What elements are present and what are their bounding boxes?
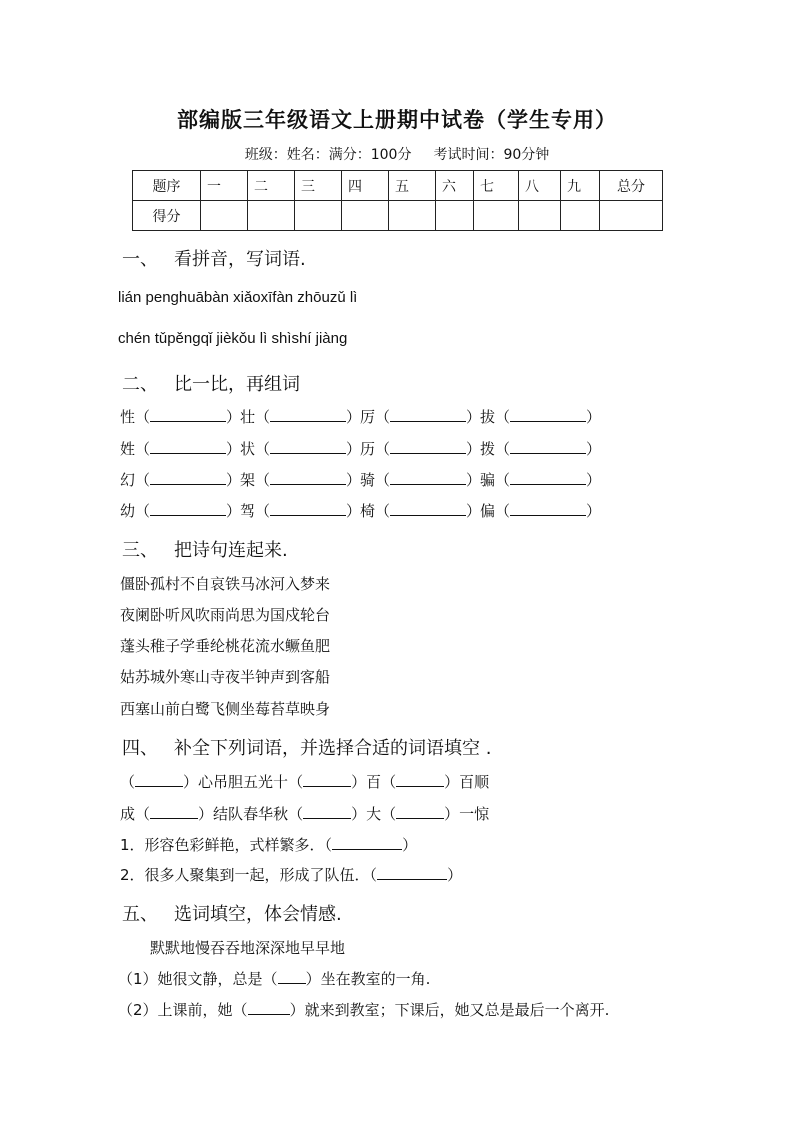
compare-item: 性（ ）: [120, 408, 242, 426]
poem-line: 姑苏城外寒山寺夜半钟声到客船: [120, 668, 331, 686]
class-name-score-label: 班级：姓名：满分：100分: [244, 147, 412, 163]
score-table-header-row: [133, 171, 663, 201]
idiom-row-2: 成（ ）结队春华秋（ ）大（ ）一惊: [120, 805, 490, 823]
idiom-text: 成: [120, 805, 136, 823]
word-blank[interactable]: [270, 501, 346, 516]
compare-character: 幻: [120, 471, 136, 489]
compare-item: 幼（ ）: [120, 502, 242, 520]
compare-item: 骗（ ）: [480, 471, 602, 489]
fill-question-2: 2．很多人聚集到一起，形成了队伍．（ ）: [120, 866, 463, 884]
section-title: 比一比，再组词: [174, 374, 300, 395]
word-blank[interactable]: [150, 407, 226, 422]
idiom-blank[interactable]: [303, 804, 351, 819]
compare-item: 姓（ ）: [120, 440, 242, 458]
compare-item: 椅（ ）: [360, 502, 482, 520]
word-blank[interactable]: [150, 470, 226, 485]
compare-character: 架: [240, 471, 256, 489]
section-title: 把诗句连起来.: [174, 540, 288, 561]
idiom-row-1: （ ）心吊胆五光十（ ）百（ ）百顺: [120, 773, 490, 791]
idiom-text: 大: [366, 805, 382, 823]
word-blank[interactable]: [390, 470, 466, 485]
header-cell: 七: [474, 171, 519, 201]
idiom-blank[interactable]: [396, 772, 444, 787]
choice-question-2: （2）上课前，她（ ）就来到教室；下课后，她又总是最后一个离开.: [118, 1001, 610, 1019]
word-blank[interactable]: [510, 407, 586, 422]
header-cell: 四: [342, 171, 389, 201]
compare-item: 历（ ）: [360, 440, 482, 458]
answer-blank[interactable]: [278, 969, 306, 984]
idiom-blank[interactable]: [303, 772, 351, 787]
exam-time-label: 考试时间：90分钟: [433, 147, 550, 163]
pinyin-line: chén tǔpěngqǐ jièkǒu lì shìshí jiàng: [118, 330, 348, 347]
compare-item: 厉（ ）: [360, 408, 482, 426]
poem-line: 僵卧孤村不自哀铁马冰河入梦来: [120, 575, 331, 593]
compare-item: 驾（ ）: [240, 502, 362, 520]
score-cell[interactable]: [389, 201, 436, 231]
score-cell[interactable]: [474, 201, 519, 231]
idiom-text: 春华秋: [243, 805, 289, 823]
idiom-text: 百: [366, 773, 382, 791]
section-2-heading: [122, 370, 300, 396]
score-cell[interactable]: [561, 201, 600, 231]
score-cell[interactable]: [519, 201, 561, 231]
compare-character: 驾: [240, 502, 256, 520]
idiom-blank[interactable]: [135, 772, 183, 787]
header-cell: 五: [389, 171, 436, 201]
page-title: 部编版三年级语文上册期中试卷（学生专用）: [177, 108, 617, 132]
word-blank[interactable]: [510, 501, 586, 516]
section-number: 四、: [122, 738, 158, 759]
answer-blank[interactable]: [377, 865, 447, 880]
idiom-text: 五光十: [243, 773, 289, 791]
section-title: 看拼音，写词语.: [174, 249, 306, 270]
word-blank[interactable]: [390, 407, 466, 422]
compare-character: 偏: [480, 502, 496, 520]
question-text: 就来到教室；下课后，她又总是最后一个离开.: [304, 1001, 610, 1019]
compare-character: 拨: [480, 440, 496, 458]
idiom-text: 心吊胆: [198, 773, 244, 791]
header-cell: 一: [201, 171, 248, 201]
section-title: 补全下列词语，并选择合适的词语填空 .: [174, 738, 492, 759]
compare-character: 历: [360, 440, 376, 458]
choice-question-1: （1）她很文静，总是（ ）坐在教室的一角.: [118, 970, 431, 988]
header-cell: 八: [519, 171, 561, 201]
header-cell: 总分: [600, 171, 663, 201]
compare-character: 姓: [120, 440, 136, 458]
header-cell: 二: [248, 171, 295, 201]
idiom-blank[interactable]: [396, 804, 444, 819]
compare-item: 幻（ ）: [120, 471, 242, 489]
section-number: 一、: [122, 249, 158, 270]
question-text: （1）她很文静，总是: [118, 970, 263, 988]
word-blank[interactable]: [270, 470, 346, 485]
score-cell[interactable]: [248, 201, 295, 231]
idiom-text: 一惊: [459, 805, 490, 823]
score-cell[interactable]: [201, 201, 248, 231]
compare-character: 椅: [360, 502, 376, 520]
idiom-text: 结队: [213, 805, 244, 823]
compare-character: 骑: [360, 471, 376, 489]
header-cell: 六: [436, 171, 474, 201]
word-blank[interactable]: [510, 439, 586, 454]
answer-blank[interactable]: [332, 835, 402, 850]
poem-line: 夜阑卧听风吹雨尚思为国戍轮台: [120, 606, 331, 624]
fill-question-1: 1．形容色彩鲜艳，式样繁多．（ ）: [120, 836, 418, 854]
question-text: （2）上课前，她: [118, 1001, 233, 1019]
section-number: 五、: [122, 904, 158, 925]
compare-item: 拔（ ）: [480, 408, 602, 426]
word-blank[interactable]: [390, 501, 466, 516]
question-text: 坐在教室的一角.: [320, 970, 431, 988]
score-table: [132, 170, 663, 231]
word-blank[interactable]: [270, 407, 346, 422]
idiom-blank[interactable]: [150, 804, 198, 819]
compare-character: 拔: [480, 408, 496, 426]
question-text: 1．形容色彩鲜艳，式样繁多．: [120, 836, 325, 854]
section-3-heading: [122, 536, 288, 562]
section-1-heading: [122, 245, 306, 271]
compare-character: 骗: [480, 471, 496, 489]
word-blank[interactable]: [150, 501, 226, 516]
compare-item: 状（ ）: [240, 440, 362, 458]
section-title: 选词填空，体会情感.: [174, 904, 342, 925]
compare-character: 性: [120, 408, 136, 426]
exam-info: [0, 144, 794, 164]
poem-line: 蓬头稚子学垂纶桃花流水鳜鱼肥: [120, 637, 331, 655]
score-cell[interactable]: [600, 201, 663, 231]
compare-item: 偏（ ）: [480, 502, 602, 520]
answer-blank[interactable]: [248, 1000, 290, 1015]
compare-character: 幼: [120, 502, 136, 520]
header-cell: 九: [561, 171, 600, 201]
score-table-score-row: [133, 201, 663, 231]
compare-item: 壮（ ）: [240, 408, 362, 426]
score-cell[interactable]: [436, 201, 474, 231]
compare-item: 骑（ ）: [360, 471, 482, 489]
idiom-text: 百顺: [459, 773, 490, 791]
word-blank[interactable]: [150, 439, 226, 454]
section-5-heading: [122, 900, 342, 926]
section-number: 三、: [122, 540, 158, 561]
section-number: 二、: [122, 374, 158, 395]
compare-item: 架（ ）: [240, 471, 362, 489]
compare-character: 厉: [360, 408, 376, 426]
score-row-label: 得分: [133, 201, 201, 231]
header-cell: 题序: [133, 171, 201, 201]
score-cell[interactable]: [342, 201, 389, 231]
word-bank: 默默地慢吞吞地深深地早早地: [150, 939, 346, 957]
word-blank[interactable]: [390, 439, 466, 454]
header-cell: 三: [295, 171, 342, 201]
compare-character: 状: [240, 440, 256, 458]
compare-item: 拨（ ）: [480, 440, 602, 458]
poem-line: 西塞山前白鹭飞侧坐莓苔草映身: [120, 700, 331, 718]
word-blank[interactable]: [510, 470, 586, 485]
score-cell[interactable]: [295, 201, 342, 231]
question-text: 2．很多人聚集到一起，形成了队伍．: [120, 866, 370, 884]
compare-character: 壮: [240, 408, 256, 426]
pinyin-line: lián penghuābàn xiǎoxīfàn zhōuzǔ lì: [118, 289, 358, 306]
section-4-heading: [122, 734, 491, 760]
word-blank[interactable]: [270, 439, 346, 454]
